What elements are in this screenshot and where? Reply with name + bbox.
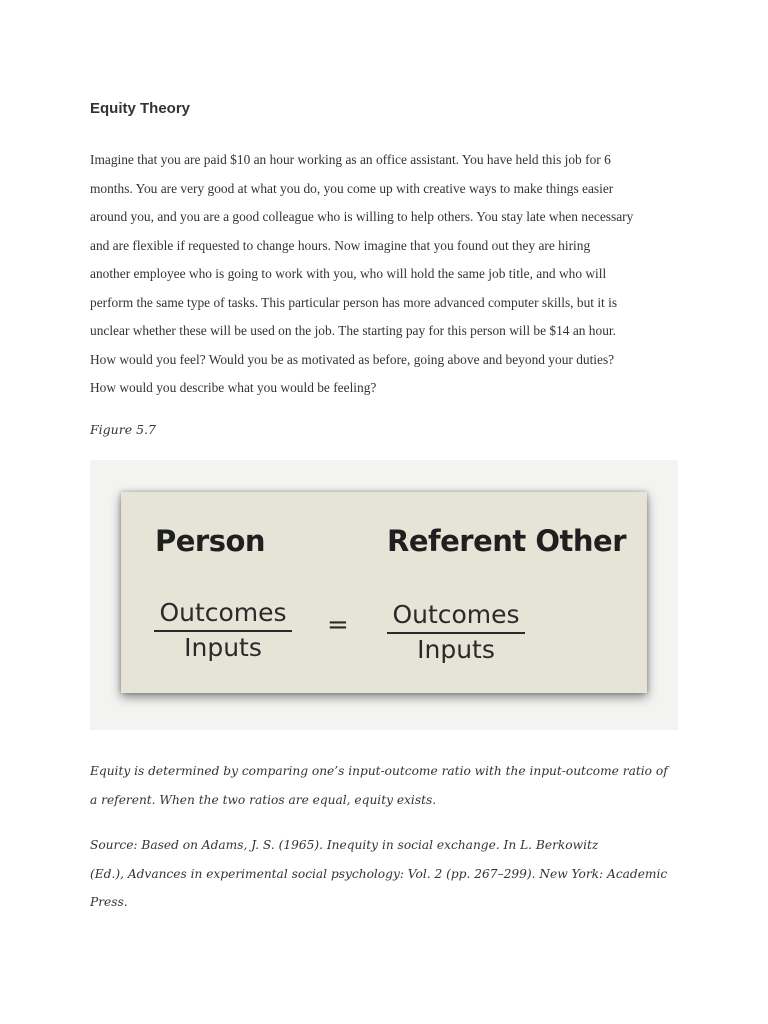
person-title: Person bbox=[155, 524, 266, 558]
section-heading: Equity Theory bbox=[90, 100, 191, 117]
source-line: (Ed.), Advances in experimental social psychology: Vol. 2 (pp. 267–299). New York: Academic bbox=[90, 866, 668, 881]
equity-diagram-card bbox=[121, 492, 647, 693]
referent-outcomes: Outcomes bbox=[387, 600, 525, 634]
figure-source bbox=[90, 831, 690, 917]
paragraph-line: Imagine that you are paid $10 an hour working as an office assistant. You have held this job for 6 bbox=[90, 152, 611, 167]
figure-label: Figure 5.7 bbox=[90, 422, 156, 437]
referent-inputs: Inputs bbox=[417, 635, 495, 664]
paragraph-line: How would you describe what you would be feeling? bbox=[90, 380, 377, 395]
paragraph-line: another employee who is going to work with you, who will hold the same job title, and who will bbox=[90, 266, 607, 281]
person-ratio bbox=[154, 598, 292, 664]
body-paragraph bbox=[90, 146, 690, 403]
source-line: Press. bbox=[90, 895, 128, 909]
source-line: Source: Based on Adams, J. S. (1965). Inequity in social exchange. In L. Berkowitz bbox=[90, 838, 599, 852]
person-outcomes: Outcomes bbox=[154, 598, 292, 632]
paragraph-line: perform the same type of tasks. This particular person has more advanced computer skills, but it is bbox=[90, 294, 618, 310]
referent-ratio bbox=[387, 600, 525, 666]
caption-line: a referent. When the two ratios are equal, equity exists. bbox=[90, 792, 437, 807]
figure-caption bbox=[90, 757, 690, 814]
caption-line: Equity is determined by comparing one’s input-outcome ratio with the input-outcome ratio of bbox=[90, 764, 668, 778]
paragraph-line: months. You are very good at what you do, you come up with creative ways to make things easier bbox=[90, 180, 614, 196]
equals-sign: = bbox=[327, 610, 349, 640]
paragraph-line: around you, and you are a good colleague who is willing to help others. You stay late when necessary bbox=[90, 209, 634, 224]
paragraph-line: and are flexible if requested to change hours. Now imagine that you found out they are hiring bbox=[90, 237, 591, 253]
paragraph-line: unclear whether these will be used on the job. The starting pay for this person will be $14 an hour. bbox=[90, 323, 616, 338]
figure-image bbox=[90, 460, 678, 730]
paragraph-line: How would you feel? Would you be as motivated as before, going above and beyond your duties? bbox=[90, 351, 615, 367]
person-inputs: Inputs bbox=[184, 633, 262, 662]
referent-other-title: Referent Other bbox=[387, 524, 626, 558]
